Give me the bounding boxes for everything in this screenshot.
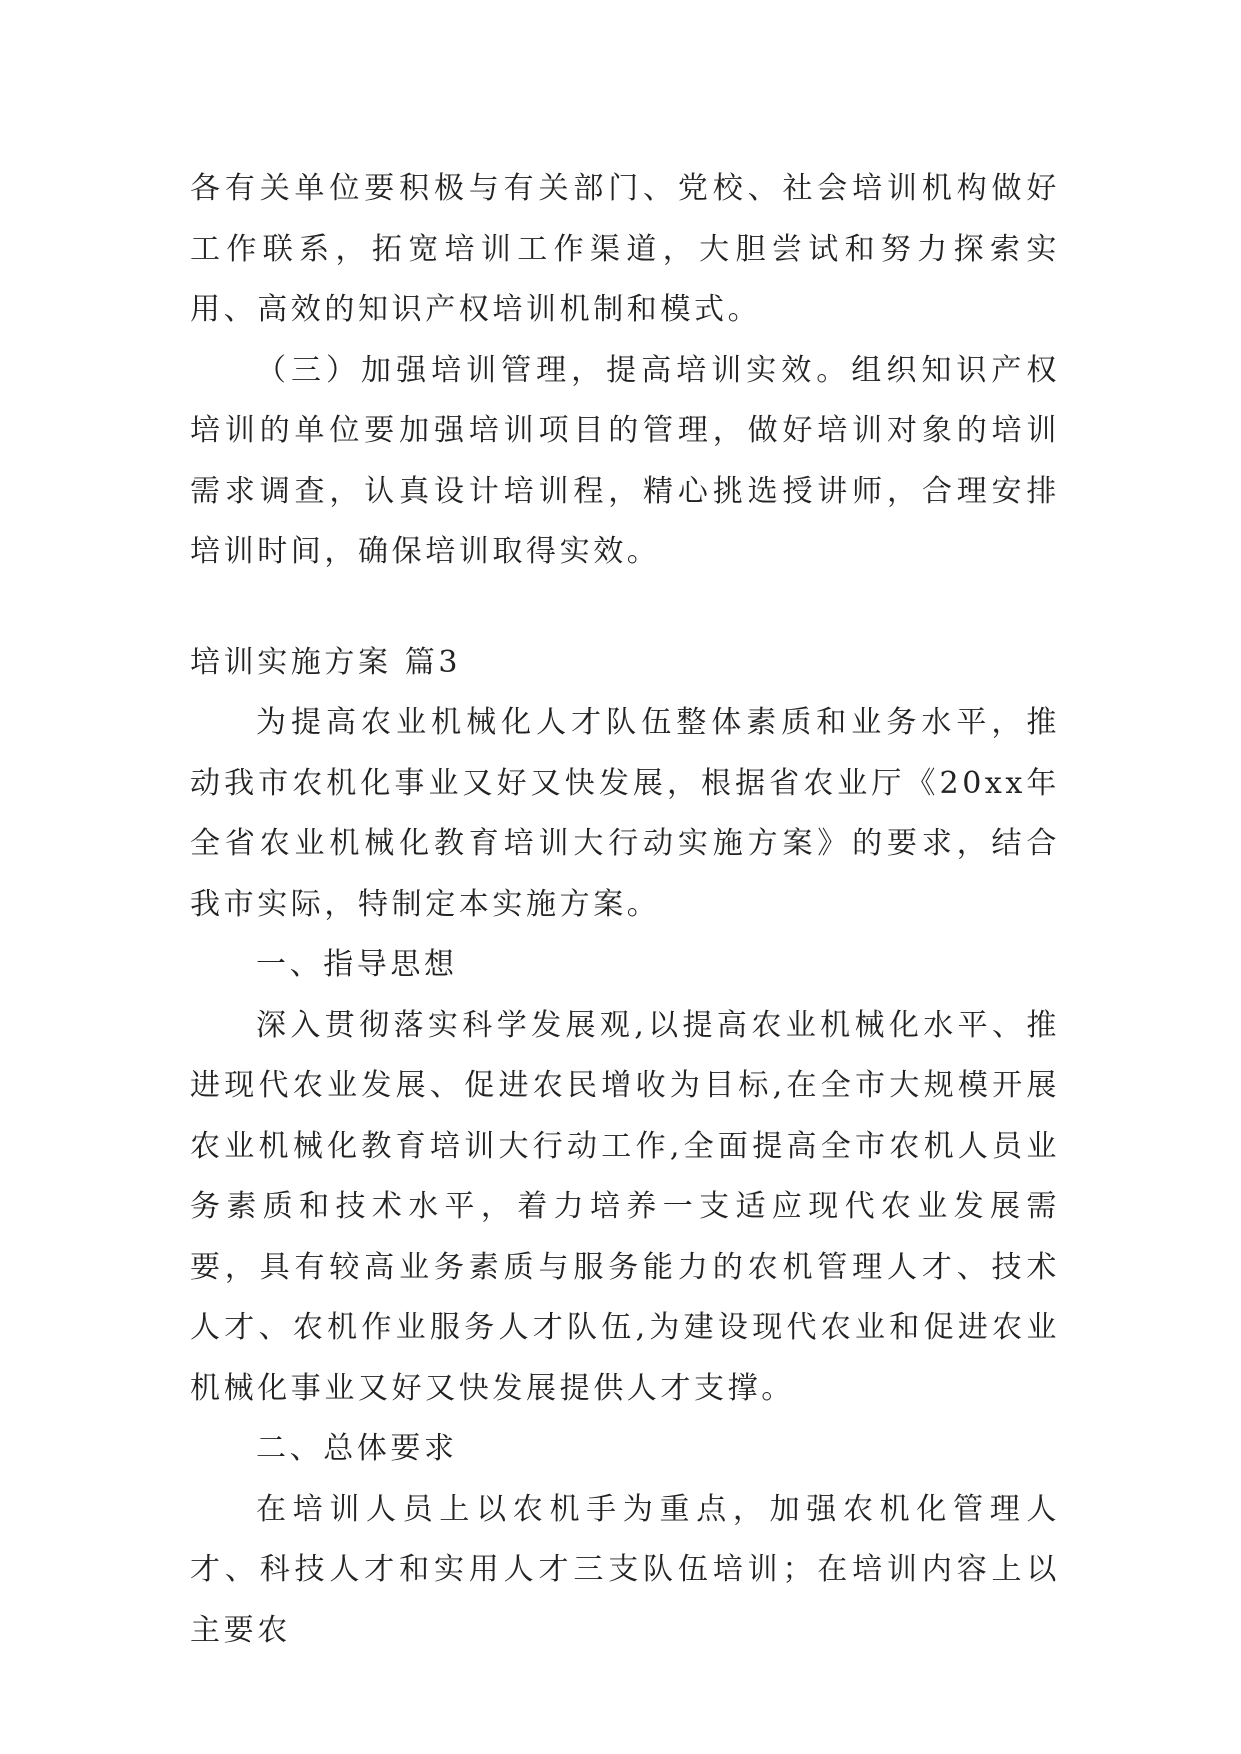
paragraph-general-requirements: 在培训人员上以农机手为重点，加强农机化管理人才、科技人才和实用人才三支队伍培训；在培训内容上以主要农 bbox=[190, 1491, 1060, 1648]
paragraph-intro: 为提高农业机械化人才队伍整体素质和业务水平，推动我市农机化事业又好又快发展，根据省农业厅《20xx年全省农业机械化教育培训大行动实施方案》的要求，结合我市实际，特制定本实施方案。 bbox=[190, 705, 1060, 922]
heading-general-requirements: 二、总体要求 bbox=[256, 1431, 458, 1466]
section-heading: 培训实施方案 篇3 bbox=[190, 644, 462, 680]
heading-guiding-ideology: 一、指导思想 bbox=[256, 947, 458, 982]
paragraph-guiding-ideology: 深入贯彻落实科学发展观,以提高农业机械化水平、推进现代农业发展、促进农民增收为目标,在全市大规模开展农业机械化教育培训大行动工作,全面提高全市农机人员业务素质和技术水平，着力培养一支适应现代农业发展需要，具有较高业务素质与服务能力的农机管理人才、技术人才、农机作业服务人才队伍,为建设现代农业和促进农业机械化事业又好又快发展提供人才支撑。 bbox=[190, 1007, 1060, 1406]
paragraph-cooperation: 各有关单位要积极与有关部门、党校、社会培训机构做好工作联系，拓宽培训工作渠道，大胆尝试和努力探索实用、高效的知识产权培训机制和模式。 bbox=[190, 171, 1060, 327]
document-body bbox=[190, 159, 1060, 1661]
paragraph-training-management: （三）加强培训管理，提高培训实效。组织知识产权培训的单位要加强培训项目的管理，做好培训对象的培训需求调查，认真设计培训程，精心挑选授讲师，合理安排培训时间，确保培训取得实效。 bbox=[190, 352, 1060, 569]
